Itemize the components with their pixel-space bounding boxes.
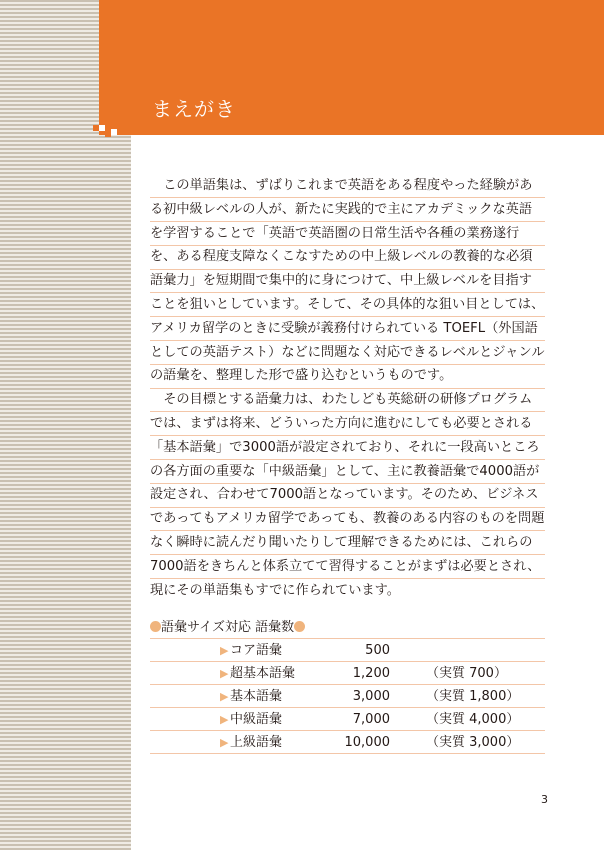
deco-square [111,129,117,135]
vocab-table-title: 語彙サイズ対応 語彙数 [150,616,545,639]
vocab-size-table [150,616,545,754]
vocab-actual: （実質 1,800） [426,689,520,704]
triangle-bullet-icon: ▶ [220,667,229,680]
vocab-actual: （実質 3,000） [426,735,520,750]
vocab-row [150,731,545,754]
page-number: 3 [541,793,548,806]
vocab-row [150,662,545,685]
vocab-actual: （実質 4,000） [426,712,520,727]
paragraph: この単語集は、ずばりこれまで英語をある程度やった経験がある初中級レベルの人が、新たに実践的で主にアカデミックな英語を学習することで「英語で英語圏の日常生活や各種の業務遂行を、ある程度支障なくこなすための中上級レベルの教養的な必須語彙力」を短期間で集中的に身につけて、中上級レベルを目指すことを狙いとしています。そして、その具体的な狙い目としては、アメリカ留学のときに受験が義務付けられている TOEFL（外国語としての英語テスト）などに問題なく対応できるレベルとジャンルの語彙を、整理した形で盛り込むというものです。 [150,178,545,384]
triangle-bullet-icon: ▶ [220,713,229,726]
vocab-name: コア語彙 [230,643,283,658]
vocab-count: 1,200 [352,666,390,681]
body-text [150,174,545,602]
paragraph: その目標とする語彙力は、わたしども英総研の研修プログラムでは、まずは将来、どういった方向に進むにしても必要とされる「基本語彙」で3000語が設定されており、それに一段高いところの各方面の重要な「中級語彙」として、主に教養語彙で4000語が設定され、合わせて7000語となっています。そのため、ビジネスであってもアメリカ留学であっても、教養のある内容のものを問題なく瞬時に読んだり聞いたりして理解できるためには、これらの7000語をきちんと体系立てて習得することがまずは必要とされ、現にその単語集もすでに作られています。 [150,392,545,598]
vocab-row [150,639,545,662]
vocab-count: 500 [365,643,390,658]
triangle-bullet-icon: ▶ [220,736,229,749]
vocab-row [150,708,545,731]
deco-square [99,125,105,131]
triangle-bullet-icon: ▶ [220,644,229,657]
vocab-name: 基本語彙 [230,689,283,704]
circle-bullet-icon [294,621,305,632]
page-title: まえがき [152,97,236,121]
circle-bullet-icon [150,621,161,632]
vocab-name: 中級語彙 [230,712,283,727]
triangle-bullet-icon: ▶ [220,690,229,703]
vocab-count: 3,000 [352,689,390,704]
vocab-count: 10,000 [344,735,390,750]
vocab-name: 上級語彙 [230,735,283,750]
vocab-count: 7,000 [352,712,390,727]
vocab-row [150,685,545,708]
vocab-actual: （実質 700） [426,666,507,681]
vocab-name: 超基本語彙 [230,666,296,681]
